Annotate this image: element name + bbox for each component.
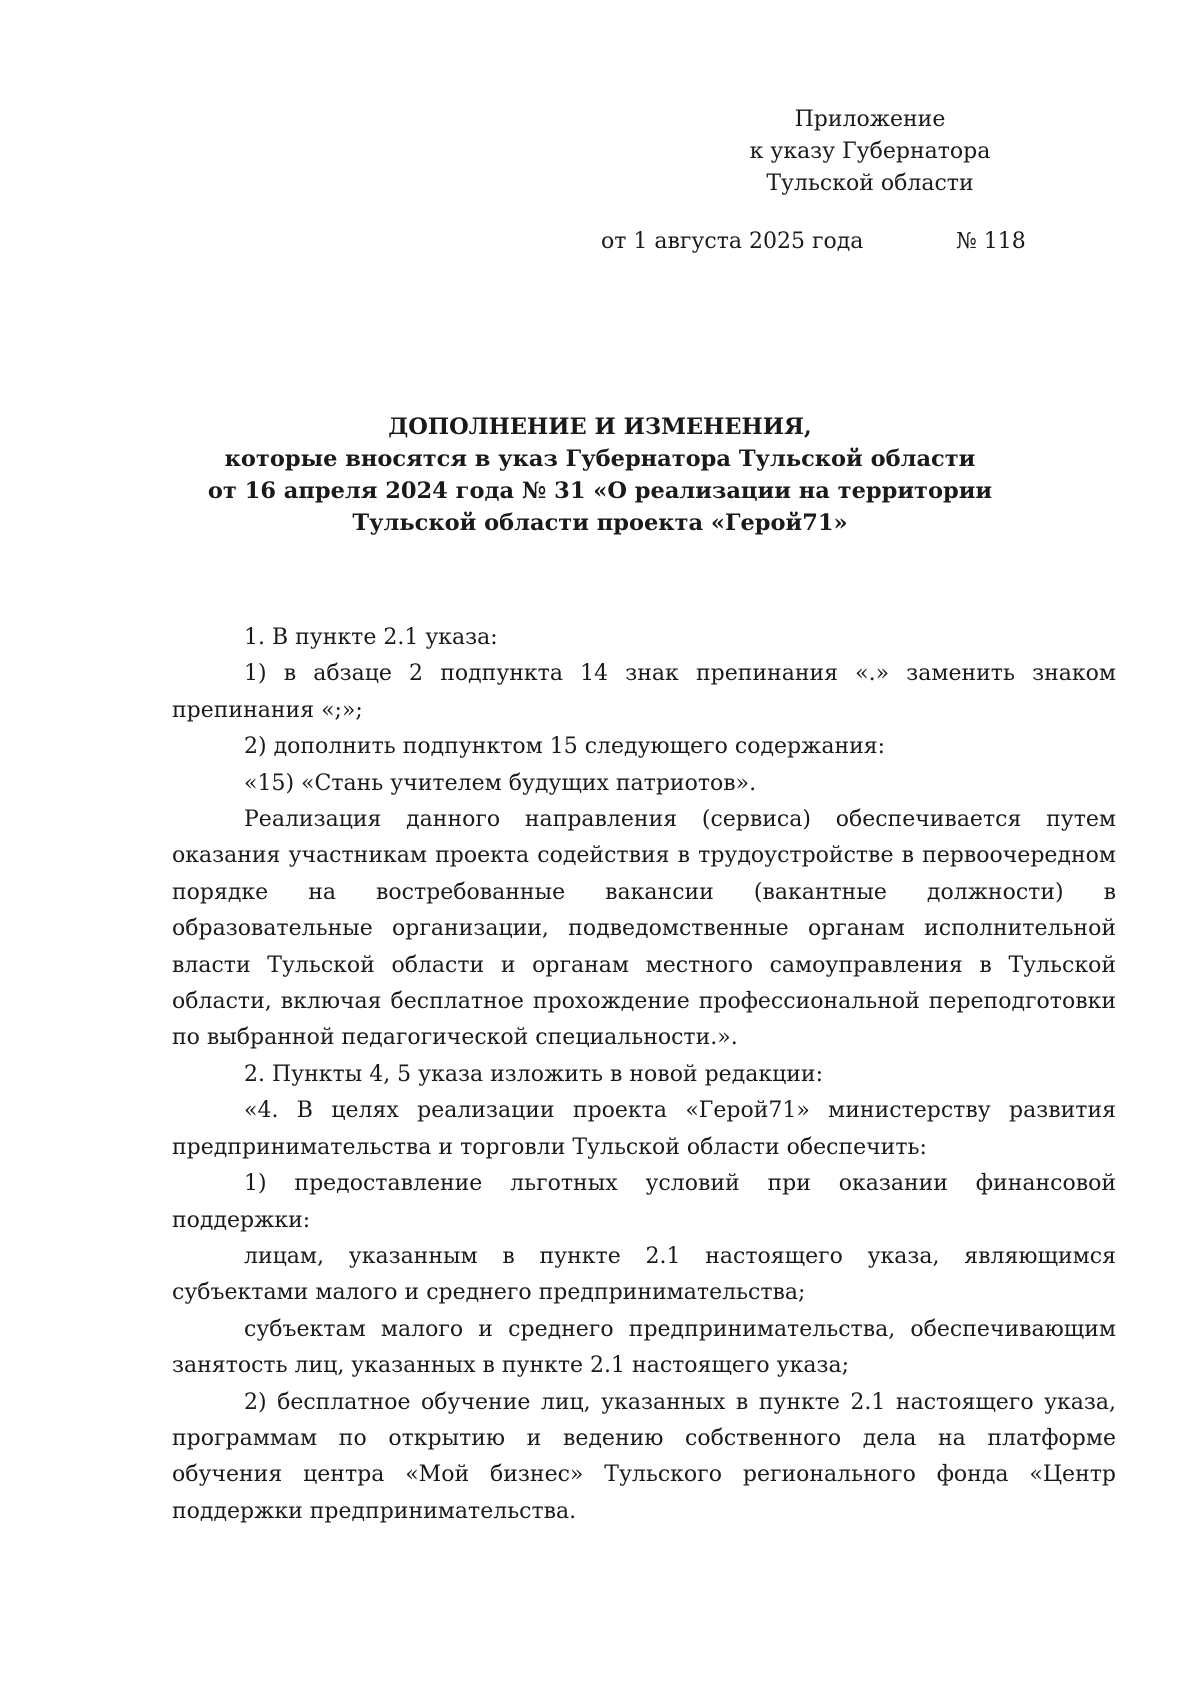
paragraph: 2) бесплатное обучение лиц, указанных в пункте 2.1 настоящего указа, программам по открытию и ведению собственного дела на платформе обучения центра «Мой бизнес» Тульского регионального фонда «Центр поддержки предпринимательства. [172,1389,1116,1524]
document-title [170,411,1030,539]
appendix-block [700,104,1040,200]
title-line: от 16 апреля 2024 года № 31 «О реализации на территории [207,478,993,504]
appendix-line: Приложение [794,107,946,132]
appendix-line: к указу Губернатора [749,139,991,164]
title-line: которые вносятся в указ Губернатора Тульской области [224,446,976,472]
paragraph: 2. Пункты 4, 5 указа изложить в новой редакции: [244,1061,823,1087]
title-line: Тульской области проекта «Герой71» [352,510,848,536]
paragraph: субъектам малого и среднего предпринимательства, обеспечивающим занятость лиц, указанных в пункте 2.1 настоящего указа; [172,1316,1116,1379]
title-line: ДОПОЛНЕНИЕ И ИЗМЕНЕНИЯ, [388,414,812,440]
paragraph: «4. В целях реализации проекта «Герой71» министерству развития предпринимательства и торговли Тульской области обеспечить: [172,1098,1116,1160]
paragraph: 1) предоставление льготных условий при оказании финансовой поддержки: [172,1171,1116,1233]
paragraph: лицам, указанным в пункте 2.1 настоящего указа, являющимся субъектами малого и среднего предпринимательства; [172,1243,1116,1306]
paragraph: Реализация данного направления (сервиса) обеспечивается путем оказания участникам проекта содействия в трудоустройстве в первоочередном порядке на востребованные вакансии (вакантные должности) в образовательные организации, подведомственные органам исполнительной власти Тульской области и органам местного самоуправления в Тульской области, включая бесплатное прохождение профессиональной переподготовки по выбранной педагогической специальности.». [172,807,1116,1051]
decree-date: от 1 августа 2025 года [601,229,864,254]
paragraph: 1) в абзаце 2 подпункта 14 знак препинания «.» заменить знаком препинания «;»; [172,661,1116,723]
appendix-line: Тульской области [766,171,974,196]
decree-number: № 118 [956,229,1026,254]
document-body [172,620,1116,1530]
paragraph: 2) дополнить подпунктом 15 следующего содержания: [244,734,886,760]
paragraph: «15) «Стань учителем будущих патриотов». [244,770,757,796]
paragraph: 1. В пункте 2.1 указа: [244,625,498,650]
